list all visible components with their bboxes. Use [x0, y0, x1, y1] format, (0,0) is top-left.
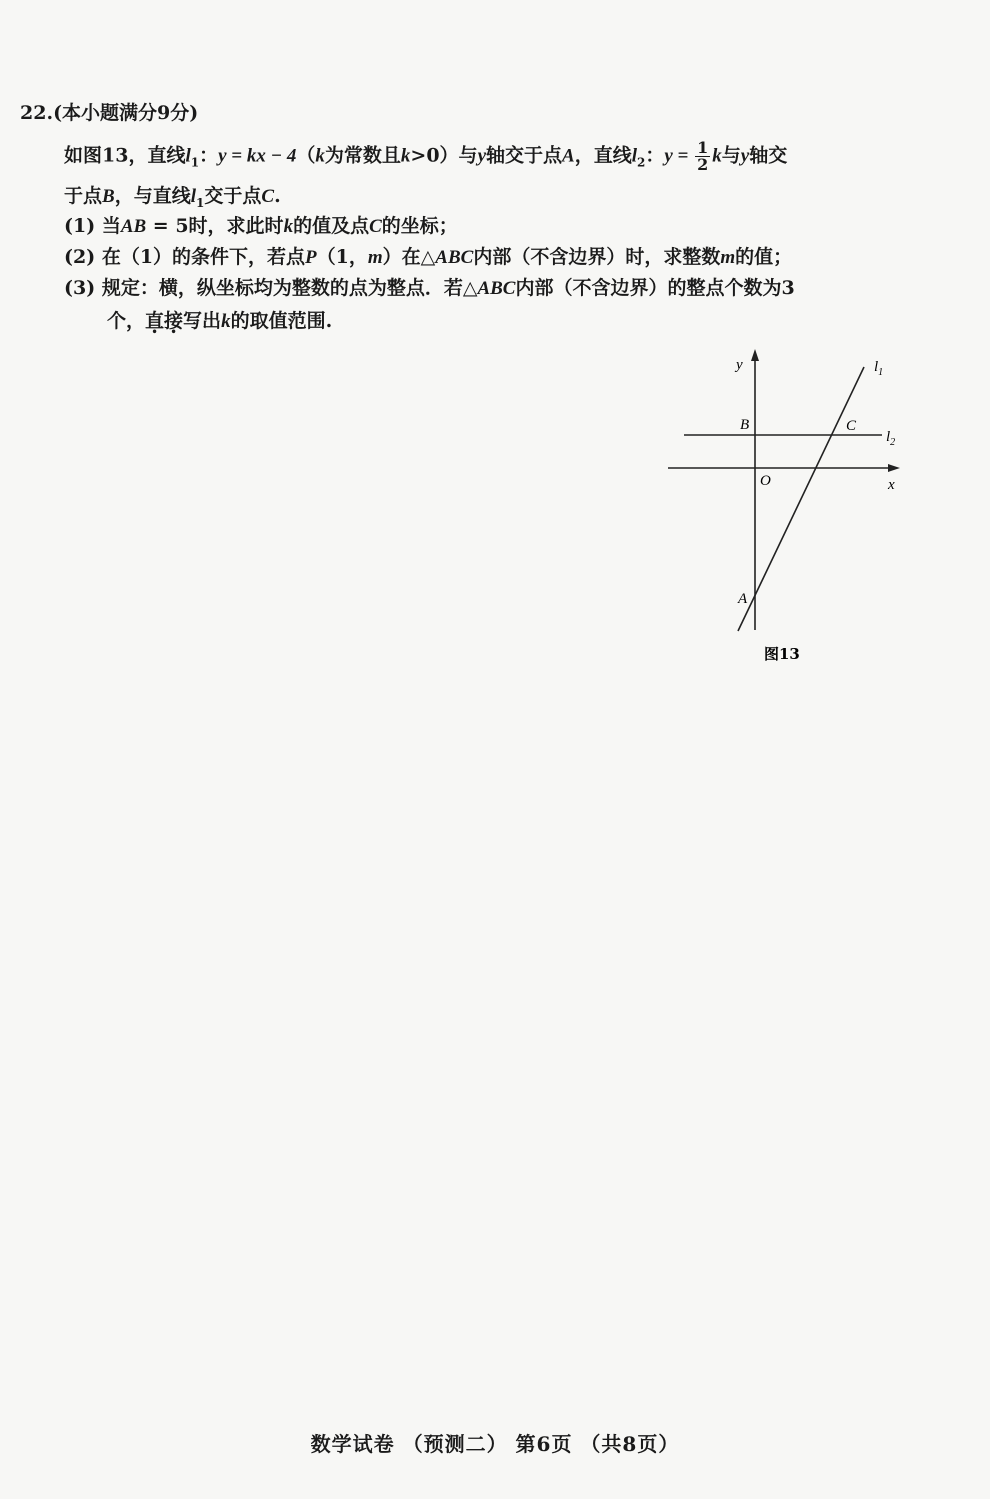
line-l2-label: [886, 429, 895, 448]
stem-text: 于点: [64, 185, 103, 207]
x-axis-label: x: [888, 477, 895, 493]
line-l1-symbol: l: [185, 145, 191, 167]
part-text: 的取值范围.: [230, 310, 333, 332]
question-stem-line2: [64, 183, 281, 216]
line-l1-label: [874, 359, 883, 378]
stem-text: 交于点: [204, 185, 262, 207]
line-l2-label-text: l: [886, 429, 891, 445]
stem-text: .: [274, 185, 281, 207]
page-footer: 数学试卷 （预测二） 第6页 （共8页）: [310, 1432, 680, 1456]
sub-question-3: [64, 275, 795, 302]
stem-text: ，直线: [574, 144, 632, 167]
sub-question-2: [64, 244, 792, 271]
stem-text: 如图13，直线: [64, 144, 186, 167]
part-text: = 5时，求此时: [146, 215, 284, 237]
question-stem-line1: [64, 140, 787, 175]
point-C-label: C: [369, 216, 382, 237]
part-text: ）在△: [382, 246, 436, 268]
fraction-one-half: [695, 140, 710, 173]
line-l1-label-text: l: [874, 359, 879, 375]
var-k: k: [712, 145, 722, 167]
var-k: k: [315, 145, 325, 167]
point-P-label: P: [305, 247, 317, 268]
triangle-ABC: ABC: [477, 278, 516, 299]
part-text: 个，: [107, 310, 146, 332]
y-axis-label: y: [736, 357, 743, 373]
line-l1: [738, 367, 864, 631]
triangle-ABC: ABC: [435, 247, 474, 268]
part-text: （1，: [316, 246, 368, 268]
stem-text: 轴交于点: [486, 144, 563, 167]
part-text: (3) 规定：横，纵坐标均为整数的点为整点．若△: [64, 277, 478, 299]
line-l2-subscript: 2: [637, 155, 646, 170]
var-y: y: [740, 145, 750, 167]
stem-text: 为常数且: [324, 144, 401, 167]
question-score: (本小题满分9分): [53, 102, 199, 124]
line-l1-label-sub: 1: [878, 367, 884, 378]
line-l1-subscript: 1: [196, 195, 205, 210]
line-l2-symbol: l: [631, 145, 637, 167]
fraction-denominator: 2: [697, 155, 709, 174]
part-text: 内部（不含边界）时，求整数: [473, 246, 721, 268]
figure-13: [660, 345, 920, 675]
part-text: (2) 在（1）的条件下，若点: [64, 246, 306, 268]
point-A-label: A: [738, 591, 748, 607]
emphasis-char: 接: [164, 310, 184, 332]
segment-AB: AB: [120, 216, 147, 237]
sub-question-1: [64, 213, 458, 240]
line-l1-subscript: 1: [190, 155, 200, 170]
origin-label: O: [760, 473, 771, 489]
point-C-label: C: [846, 418, 857, 434]
part-text: 的坐标；: [381, 215, 458, 237]
part-text: 的值；: [735, 246, 793, 268]
y-axis-arrow-icon: [751, 349, 759, 361]
stem-text: ：: [645, 144, 665, 167]
point-B-label: B: [740, 417, 750, 433]
equation-l1: y = kx − 4: [218, 145, 297, 167]
stem-text: ，与直线: [114, 185, 191, 207]
part-text: 的值及点: [293, 215, 370, 237]
question-number: 22.: [20, 102, 54, 124]
stem-text: 与: [721, 144, 741, 167]
equation-l2-lhs: y =: [664, 145, 694, 167]
var-y: y: [477, 145, 486, 167]
line-l1-symbol: l: [190, 186, 196, 207]
part-text: (1) 当: [64, 215, 121, 237]
stem-text: >0）与: [410, 144, 478, 167]
point-C-label: C: [261, 186, 275, 207]
var-k: k: [400, 145, 411, 167]
var-k: k: [221, 311, 231, 332]
var-k: k: [283, 216, 294, 237]
stem-text: ：: [199, 144, 219, 167]
stem-text: （: [296, 144, 316, 167]
stem-text: 轴交: [749, 144, 788, 167]
part-text: 写出: [183, 310, 222, 332]
x-axis-arrow-icon: [888, 464, 900, 472]
emphasis-char: 直: [145, 310, 165, 332]
var-m: m: [720, 247, 736, 268]
point-B-label: B: [102, 186, 115, 207]
point-A-label: A: [562, 145, 575, 167]
line-l2-label-sub: 2: [890, 437, 896, 448]
figure-caption: 图13: [764, 645, 800, 663]
fraction-numerator: 1: [697, 138, 709, 157]
part-text: 内部（不含边界）的整点个数为3: [515, 277, 795, 299]
question-header: [20, 100, 198, 126]
var-m: m: [367, 247, 383, 268]
sub-question-3-continued: [107, 308, 332, 335]
